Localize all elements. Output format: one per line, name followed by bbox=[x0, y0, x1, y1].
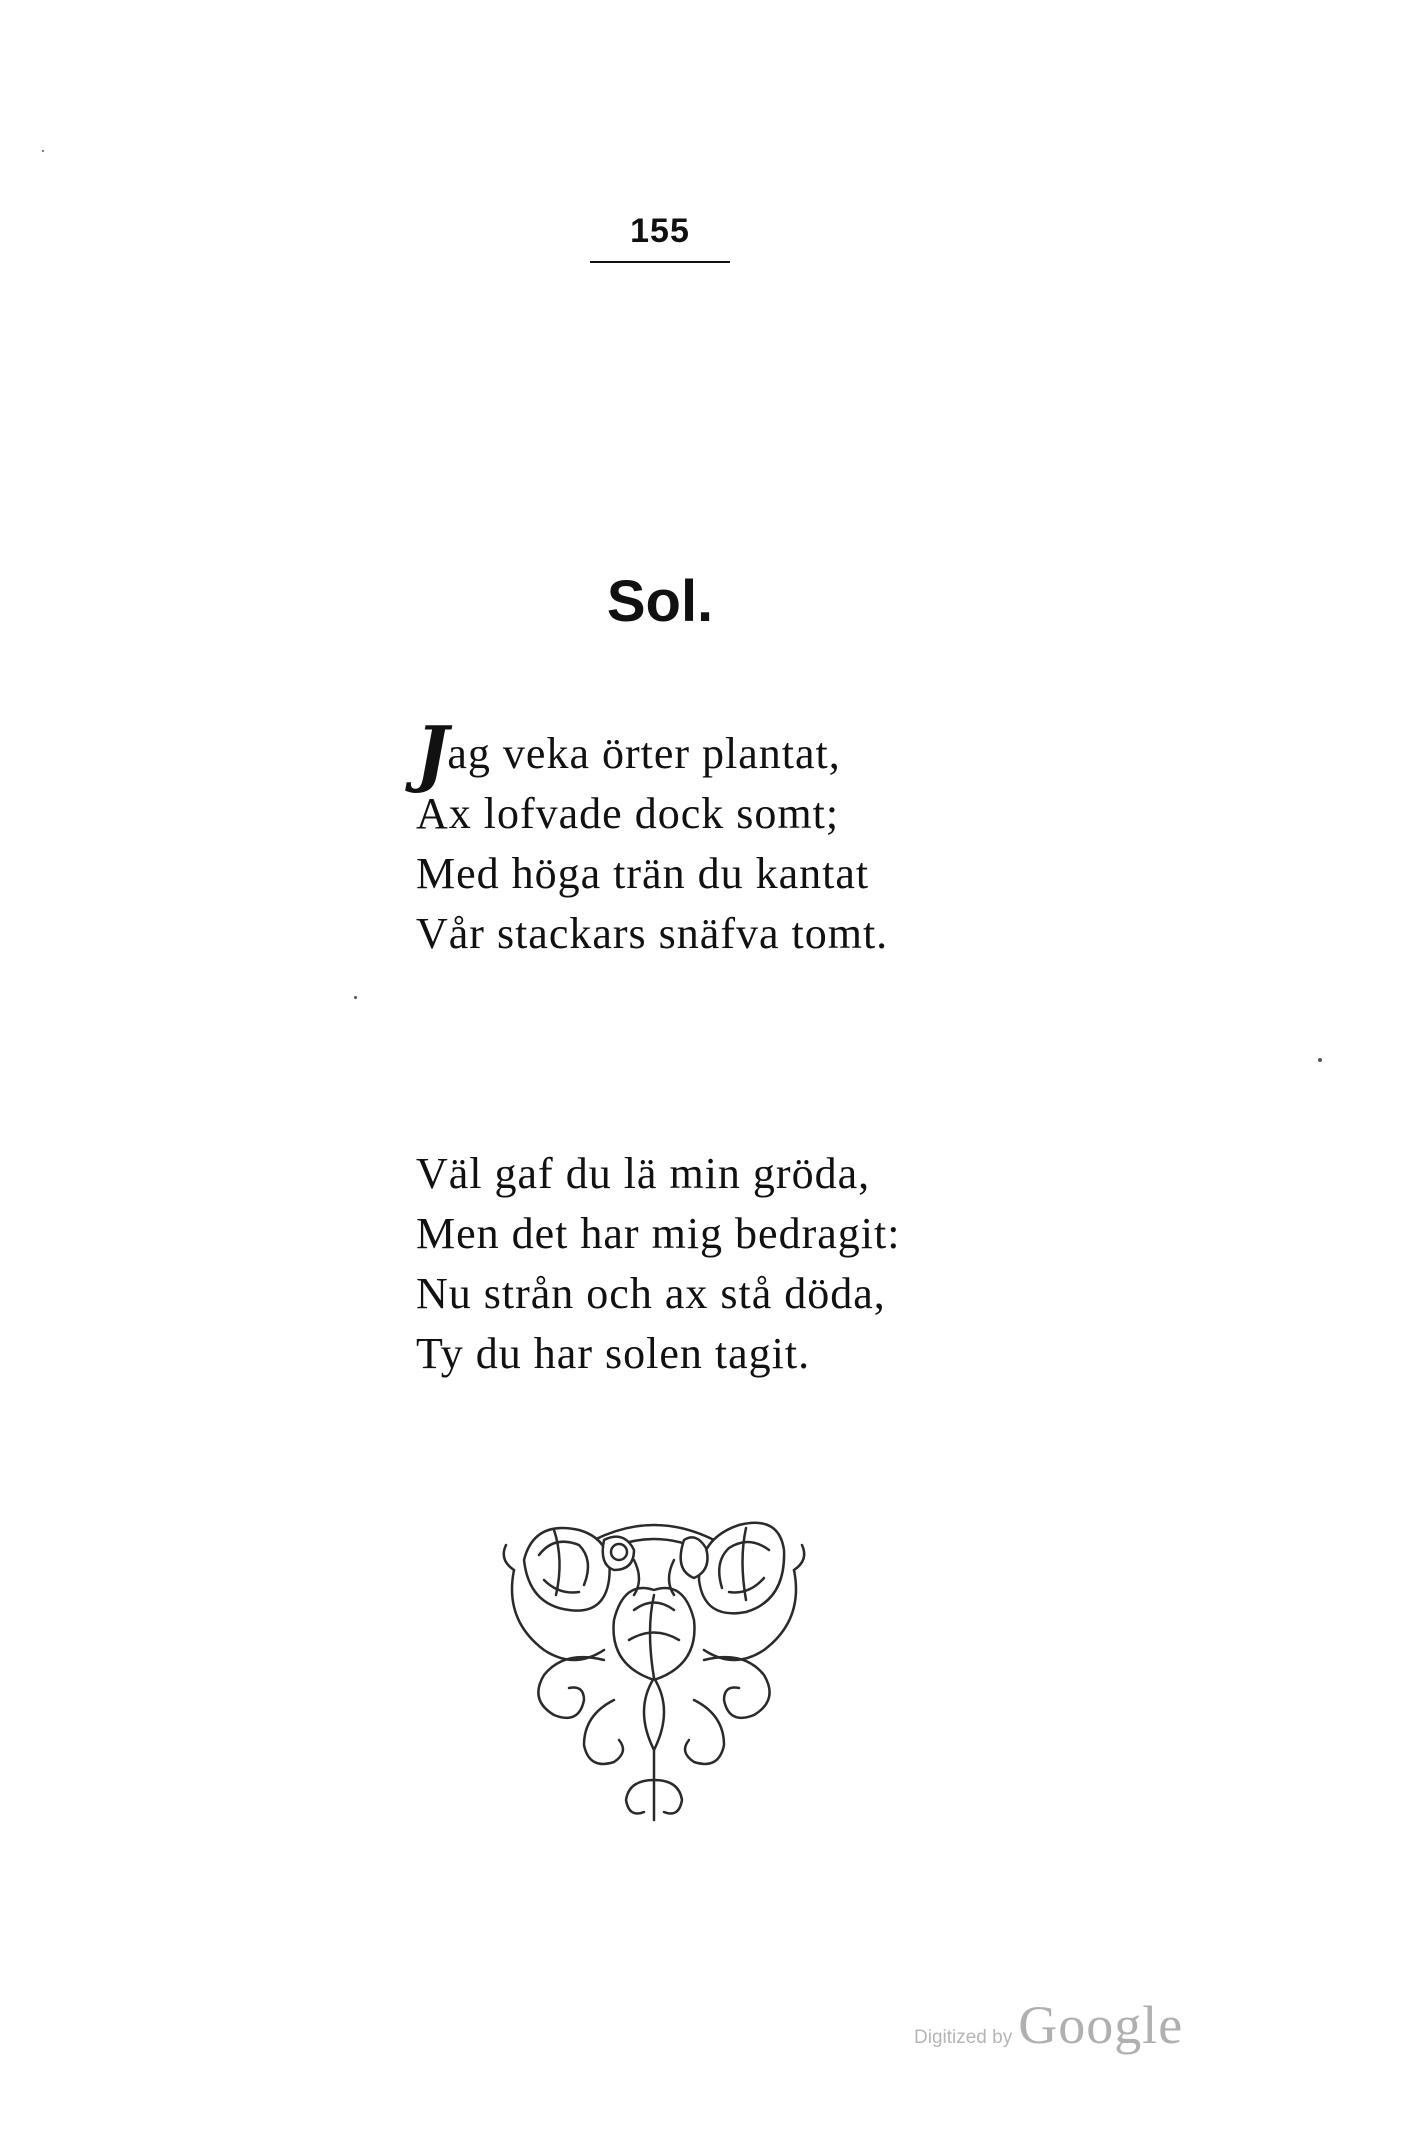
verse-line bbox=[416, 712, 1016, 796]
stanza-2 bbox=[416, 1144, 1016, 1384]
floral-vignette-icon bbox=[484, 1500, 824, 1830]
stanza-1 bbox=[416, 712, 1016, 964]
verse-line: Väl gaf du lä min gröda, bbox=[416, 1149, 871, 1198]
scan-speck bbox=[1318, 1058, 1322, 1062]
digitized-by-watermark bbox=[914, 1994, 1183, 2056]
verse-line: Med höga trän du kantat bbox=[416, 849, 870, 898]
verse-line: Nu strån och ax stå döda, bbox=[416, 1269, 886, 1318]
page-number: 155 bbox=[630, 212, 690, 250]
drop-cap: J bbox=[416, 712, 450, 796]
scan-speck bbox=[42, 150, 44, 152]
scan-speck bbox=[354, 996, 357, 999]
floral-vignette-icon bbox=[484, 1500, 824, 1830]
verse-line: Ax lofvade dock somt; bbox=[416, 789, 840, 838]
verse-line: Men det har mig bedragit: bbox=[416, 1209, 901, 1258]
google-logo: Google bbox=[1018, 1995, 1184, 2055]
verse-line-text: ag veka örter plantat, bbox=[447, 729, 841, 778]
verse-line: Ty du har solen tagit. bbox=[416, 1329, 811, 1378]
page-number-rule bbox=[590, 261, 730, 263]
poem-title: Sol. bbox=[606, 569, 714, 634]
verse-line: Vår stackars snäfva tomt. bbox=[416, 909, 889, 958]
digitized-by-label: Digitized by bbox=[914, 2027, 1013, 2048]
